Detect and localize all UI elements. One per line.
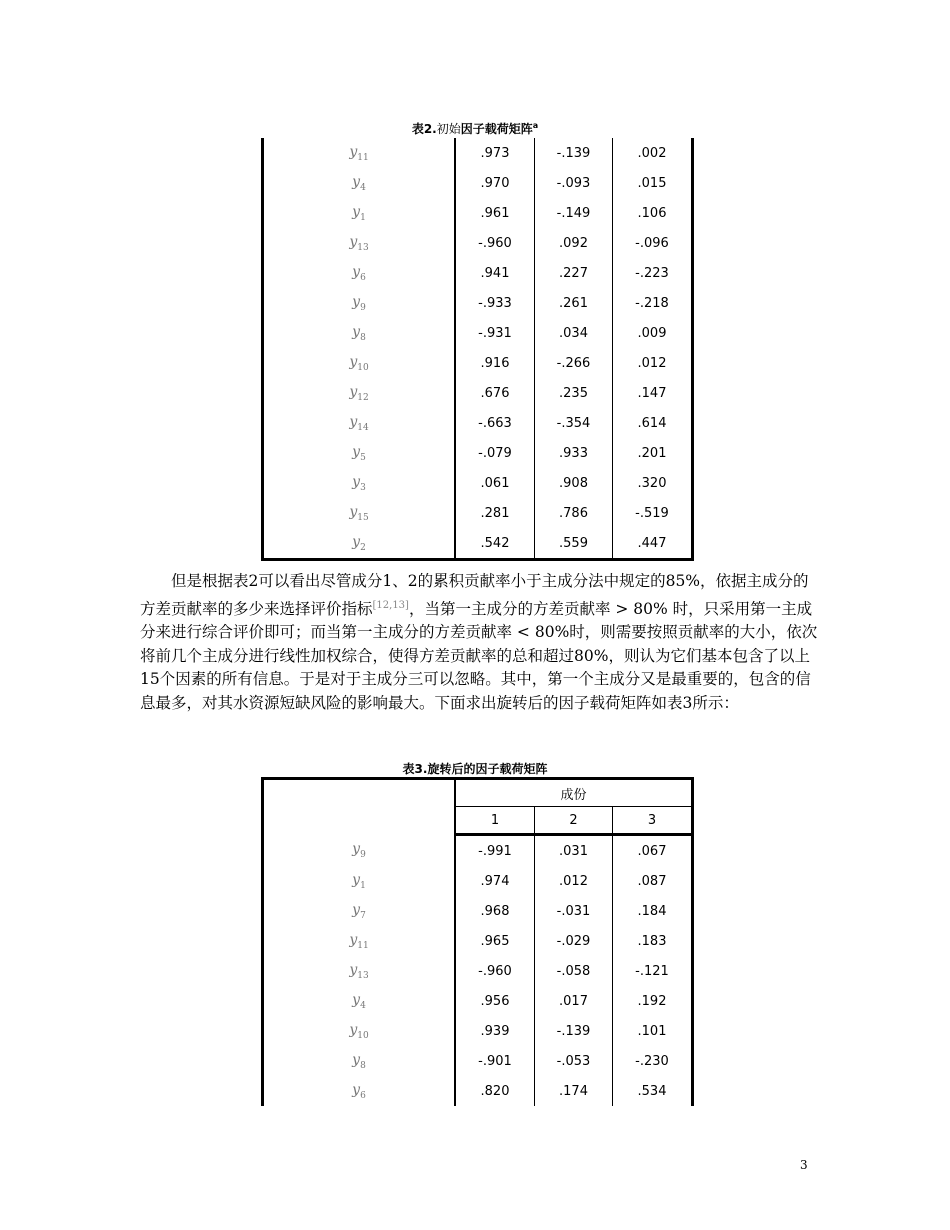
paragraph-text-1: 但是根据表2可以看出尽管成分1、2的累积贡献率小于主成分法中规定的85%，依据主成分的方差贡献率的多少来选择评价指标 [140,572,809,618]
variable-subscript: 5 [360,452,366,463]
variable-symbol: y [352,443,361,460]
loading-value: .968 [455,896,535,926]
variable-symbol: y [352,203,361,220]
table-row [263,138,693,168]
loading-value: -.991 [455,835,535,867]
variable-label [263,986,456,1016]
table-row [263,378,693,408]
variable-symbol: y [349,961,358,978]
variable-subscript: 9 [360,302,366,313]
loading-value: -.960 [455,228,535,258]
loading-value: .961 [455,198,535,228]
loading-value: .061 [455,468,535,498]
loading-value: .542 [455,528,535,560]
table-row [263,1016,693,1046]
body-paragraph [140,570,820,715]
variable-label [263,228,456,258]
loading-value: .786 [535,498,613,528]
loading-value: -.266 [535,348,613,378]
loading-value: .970 [455,168,535,198]
variable-symbol: y [352,173,361,190]
loading-value: .174 [535,1076,613,1106]
variable-symbol: y [349,383,358,400]
loading-value: .559 [535,528,613,560]
loading-value: .235 [535,378,613,408]
variable-subscript: 8 [360,1060,366,1071]
table2-caption [0,120,950,137]
loading-value: .201 [613,438,693,468]
variable-subscript: 15 [357,512,369,523]
variable-label [263,198,456,228]
variable-subscript: 2 [360,542,366,553]
paragraph-text-2: ，当第一主成分的方差贡献率 > 80% 时，只采用第一主成分来进行综合评价即可；而当第一主成分的方差贡献率 < 80%时，则需要按照贡献率的大小，依次将前几个主成分进行线性加权综合，使得方差贡献率的总和超过80%，则认为它们基本包含了以上15个因素的所有信息。于是对于主成分三可以忽略。其中，第一个主成分又是最重要的，包含的信息最多，对其水资源短缺风险的影响最大。下面求出旋转后的因子载荷矩阵如表3所示： [140,599,818,712]
loading-value: -.149 [535,198,613,228]
loading-value: -.931 [455,318,535,348]
table-row [263,438,693,468]
variable-label [263,288,456,318]
loading-value: -.139 [535,138,613,168]
variable-symbol: y [352,901,361,918]
variable-subscript: 6 [360,1090,366,1101]
table-row [263,468,693,498]
loading-value: .183 [613,926,693,956]
variable-label [263,258,456,288]
loading-value: .067 [613,835,693,867]
table3-header-component: 成份 [455,779,693,807]
loading-value: .034 [535,318,613,348]
variable-subscript: 11 [357,152,369,163]
loading-value: -.121 [613,956,693,986]
loading-value: .009 [613,318,693,348]
variable-symbol: y [349,931,358,948]
loading-value: -.519 [613,498,693,528]
table3-col-1: 1 [455,807,535,835]
variable-label [263,168,456,198]
variable-label [263,896,456,926]
table-row [263,228,693,258]
loading-value: -.218 [613,288,693,318]
table2-caption-prefix: 表 [411,122,424,136]
table-row [263,1076,693,1106]
variable-symbol: y [352,871,361,888]
variable-symbol: y [349,1021,358,1038]
table3-col-2: 2 [535,807,613,835]
page-number: 3 [800,1158,808,1172]
table-row [263,168,693,198]
variable-label [263,318,456,348]
loading-value: .320 [613,468,693,498]
variable-symbol: y [349,503,358,520]
table-row [263,348,693,378]
variable-subscript: 13 [357,242,369,253]
variable-label [263,528,456,560]
citation-ref: [12,13] [372,599,409,611]
variable-subscript: 4 [360,1000,366,1011]
loading-value: .941 [455,258,535,288]
variable-subscript: 3 [360,482,366,493]
loading-value: -.933 [455,288,535,318]
loading-value: -.093 [535,168,613,198]
loading-value: -.079 [455,438,535,468]
table3-caption: 表3.旋转后的因子载荷矩阵 [402,762,548,776]
initial-factor-loading-table [261,138,694,561]
table-row [263,258,693,288]
variable-label [263,926,456,956]
variable-subscript: 11 [357,940,369,951]
table-row [263,896,693,926]
loading-value: .017 [535,986,613,1016]
loading-value: .106 [613,198,693,228]
variable-symbol: y [349,233,358,250]
loading-value: .447 [613,528,693,560]
loading-value: .015 [613,168,693,198]
loading-value: .916 [455,348,535,378]
variable-label [263,1076,456,1106]
loading-value: .965 [455,926,535,956]
loading-value: -.901 [455,1046,535,1076]
variable-symbol: y [352,991,361,1008]
variable-symbol: y [349,353,358,370]
variable-subscript: 8 [360,332,366,343]
variable-symbol: y [352,533,361,550]
loading-value: .933 [535,438,613,468]
variable-label [263,378,456,408]
variable-subscript: 13 [357,970,369,981]
table-row [263,498,693,528]
loading-value: .031 [535,835,613,867]
table2-caption-sup: a [532,121,539,130]
variable-label [263,138,456,168]
loading-value: -.029 [535,926,613,956]
table3-col-3: 3 [613,807,693,835]
loading-value: -.096 [613,228,693,258]
variable-symbol: y [352,1081,361,1098]
variable-subscript: 1 [360,212,366,223]
variable-subscript: 12 [357,392,369,403]
table-row [263,1046,693,1076]
variable-symbol: y [349,143,358,160]
loading-value: .101 [613,1016,693,1046]
table-row [263,986,693,1016]
variable-symbol: y [352,323,361,340]
loading-value: .087 [613,866,693,896]
loading-value: .939 [455,1016,535,1046]
loading-value: .974 [455,866,535,896]
variable-subscript: 14 [357,422,369,433]
table2-caption-bold: 因子载荷矩阵 [460,122,533,136]
loading-value: .184 [613,896,693,926]
variable-subscript: 10 [357,1030,369,1041]
variable-symbol: y [352,1051,361,1068]
variable-label [263,835,456,867]
loading-value: .614 [613,408,693,438]
table2-caption-plain: 初始 [436,122,461,136]
loading-value: .820 [455,1076,535,1106]
variable-subscript: 4 [360,182,366,193]
variable-symbol: y [352,263,361,280]
variable-subscript: 1 [360,880,366,891]
loading-value: .012 [535,866,613,896]
loading-value: .002 [613,138,693,168]
table-row [263,926,693,956]
loading-value: .227 [535,258,613,288]
loading-value: -.139 [535,1016,613,1046]
loading-value: -.663 [455,408,535,438]
loading-value: .534 [613,1076,693,1106]
variable-label [263,408,456,438]
loading-value: .092 [535,228,613,258]
table-row [263,956,693,986]
table-row [263,835,693,867]
variable-subscript: 6 [360,272,366,283]
variable-label [263,438,456,468]
table3-corner-cell [263,779,456,835]
loading-value: .973 [455,138,535,168]
table-row [263,408,693,438]
loading-value: .147 [613,378,693,408]
table-row [263,528,693,560]
loading-value: -.230 [613,1046,693,1076]
variable-symbol: y [349,413,358,430]
loading-value: .956 [455,986,535,1016]
loading-value: -.058 [535,956,613,986]
variable-subscript: 10 [357,362,369,373]
variable-label [263,1046,456,1076]
variable-subscript: 9 [360,849,366,860]
loading-value: .676 [455,378,535,408]
variable-label [263,498,456,528]
loading-value: -.223 [613,258,693,288]
table2-caption-num: 2. [423,122,437,136]
variable-subscript: 7 [360,910,366,921]
loading-value: .012 [613,348,693,378]
loading-value: .192 [613,986,693,1016]
table-row [263,288,693,318]
variable-symbol: y [352,473,361,490]
loading-value: .261 [535,288,613,318]
table-row [263,198,693,228]
variable-label [263,956,456,986]
loading-value: -.031 [535,896,613,926]
loading-value: -.354 [535,408,613,438]
variable-symbol: y [352,293,361,310]
variable-symbol: y [352,840,361,857]
table-row [263,318,693,348]
variable-label [263,1016,456,1046]
variable-label [263,468,456,498]
loading-value: .908 [535,468,613,498]
rotated-factor-loading-table [261,777,694,1106]
variable-label [263,348,456,378]
table-row [263,866,693,896]
loading-value: -.053 [535,1046,613,1076]
loading-value: .281 [455,498,535,528]
loading-value: -.960 [455,956,535,986]
variable-label [263,866,456,896]
